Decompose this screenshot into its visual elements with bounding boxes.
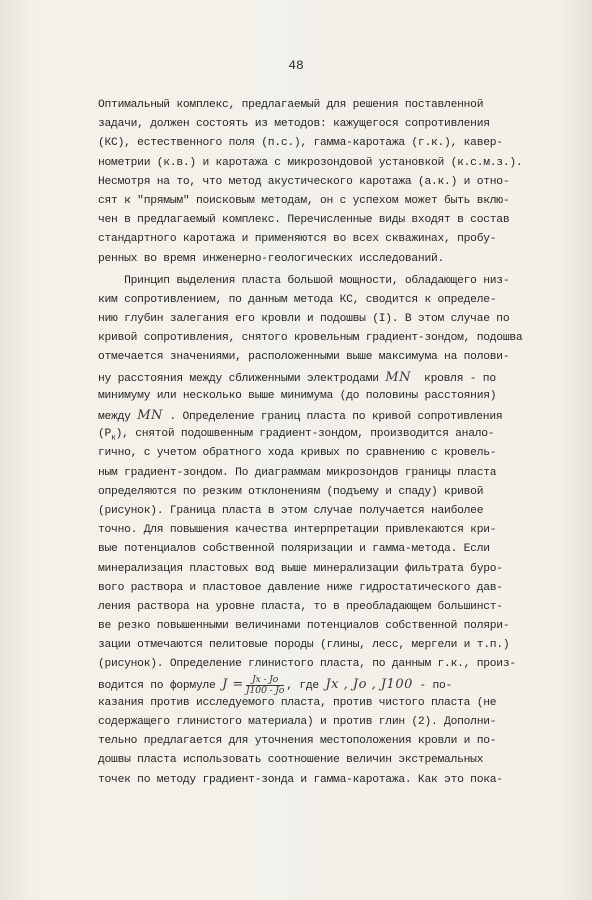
- text-line: нию глубин залегания его кровли и подошвы (I). В этом случае по: [98, 313, 510, 326]
- text-line: ве резко повышенными величинами потенциалов собственной поляри-: [98, 620, 510, 633]
- page-number: 48: [288, 58, 304, 73]
- text-line: вые потенциалов собственной поляризации и гамма-метода. Если: [98, 543, 490, 556]
- text-line: минерализация пластовых вод выше минерализации фильтрата буро-: [98, 562, 503, 575]
- text-line: Несмотря на то, что метод акустического каротажа (а.к.) и отно-: [98, 175, 510, 188]
- text-line: гично, с учетом обратного хода кривых по сравнению с кровель-: [98, 447, 497, 460]
- text-line: ну расстояния между сближенными электродами MN кровля - по: [98, 369, 496, 385]
- text-line: (рисунок). Граница пласта в этом случае получается наиболее: [98, 504, 484, 517]
- text-line: $(Р_к)$, снятой подошвенным градиент-зондом, производится анало-: [98, 428, 495, 443]
- formula-denominator: J100 - Jо: [245, 684, 285, 696]
- handwritten-mn: MN: [137, 408, 163, 423]
- formula-line: водится по формуле J = $\frac{Jх - Jо}{J100 - Jо}$ , где Jх , Jо , J100 - по-: [98, 673, 453, 696]
- text-line: ления раствора на уровне пласта, то в преобладающем большинст-: [98, 600, 503, 613]
- text-line: (КС), естественного поля (п.с.), гамма-каротажа (г.к.), кавер-: [98, 137, 503, 150]
- formula-fraction: [246, 675, 284, 695]
- text-line: казания против исследуемого пласта, против чистого пласта (не: [98, 696, 497, 709]
- text-line: ренных во время инженерно-геологических исследований.: [98, 252, 445, 265]
- formula-numerator: Jх - Jо: [246, 675, 284, 686]
- text-line: сят к "прямым" поисковым методам, он с успехом может быть вклю-: [98, 194, 510, 207]
- text-line: кривой сопротивления, снятого кровельным градиент-зондом, подошва: [98, 332, 523, 345]
- text-line: точно. Для повышения качества интерпретации привлекаются кри-: [98, 524, 497, 537]
- text-line: вого раствора и пластовое давление ниже гидростатического дав-: [98, 581, 503, 594]
- text-line: Оптимальный комплекс, предлагаемый для решения поставленной: [98, 99, 484, 111]
- text-line: нометрии (к.в.) и каротажа с микрозондовой установкой (к.с.м.з.).: [98, 156, 523, 169]
- text-line: определяются по резким отклонениям (подъему и спаду) кривой: [98, 485, 484, 498]
- text-line: ким сопротивлением, по данным метода КС, сводится к определе-: [98, 293, 497, 306]
- text-line: между MN . Определение границ пласта по кривой сопротивления: [98, 408, 503, 423]
- formula-symbols: Jх , Jо , J100: [325, 676, 413, 692]
- text-line: чен в предлагаемый комплекс. Перечисленные виды входят в состав: [98, 214, 510, 227]
- text-line: точек по методу градиент-зонда и гамма-каротажа. Как это пока-: [98, 773, 503, 786]
- text-line: минимуму или несколько выше минимума (до половины расстояния): [98, 389, 497, 402]
- text-line: содержащего глинистого материала) и против глин (2). Дополни-: [98, 716, 497, 728]
- text-line: Принцип выделения пласта большой мощности, обладающего низ-: [98, 274, 510, 287]
- text-line: зации отмечаются пелитовые породы (глины, лесс, мергели и т.п.): [98, 639, 510, 652]
- body-text: [98, 96, 586, 790]
- text-line: задачи, должен состоять из методов: кажущегося сопротивления: [98, 118, 490, 131]
- text-line: ным градиент-зондом. По диаграммам микрозондов границы пласта: [98, 466, 497, 479]
- text-line: стандартного каротажа и применяются во всех скважинах, пробу-: [98, 233, 497, 246]
- text-line: дошвы пласта использовать соотношение величин экстремальных: [98, 754, 484, 767]
- text-line: (рисунок). Определение глинистого пласта, по данным г.к., произ-: [98, 658, 516, 671]
- text-line: тельно предлагается для уточнения местоположения кровли и по-: [98, 735, 497, 748]
- text-line: отмечается значениями, расположенными выше максимума на полови-: [98, 351, 510, 364]
- formula-lhs: J =: [222, 676, 244, 692]
- handwritten-mn: MN: [385, 369, 411, 385]
